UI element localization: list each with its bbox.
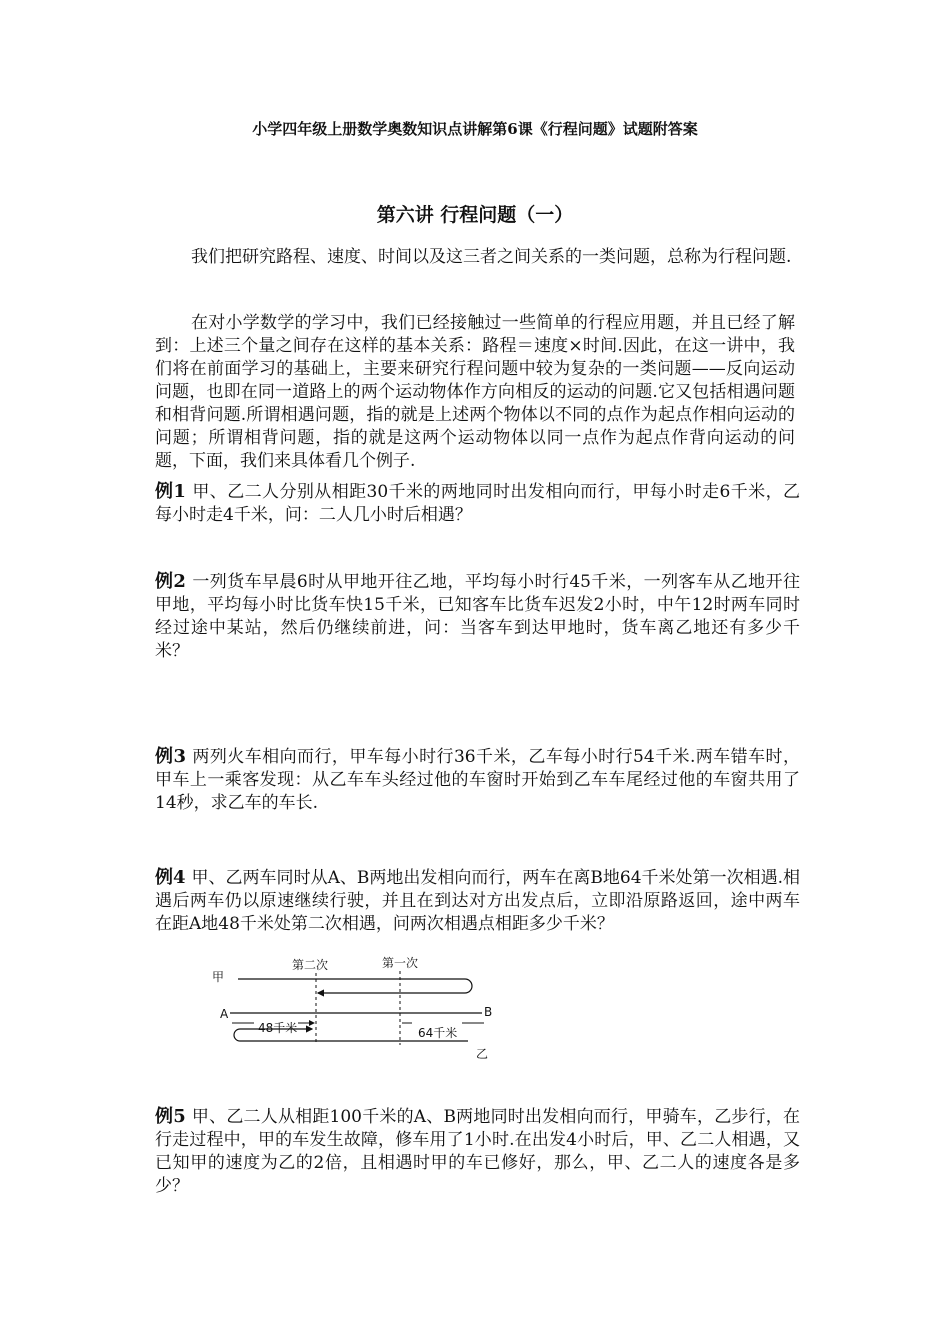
example-text: 两列火车相向而行，甲车每小时行36千米，乙车每小时行54千米.两车错车时，甲车上一乘客发现：从乙车车头经过他的车窗时开始到乙车车尾经过他的车窗共用了14秒，求乙车的车长. xyxy=(155,747,800,813)
example-5 xyxy=(155,1105,800,1198)
label-64km: 64千米 xyxy=(418,1026,458,1040)
example-label: 例3 xyxy=(155,746,186,767)
example-label: 例1 xyxy=(155,481,186,502)
lecture-title: 第六讲 行程问题（一） xyxy=(376,204,574,226)
example-label: 例2 xyxy=(155,571,186,592)
label-second-meeting: 第二次 xyxy=(292,958,329,972)
example-2 xyxy=(155,570,800,663)
label-jia: 甲 xyxy=(212,970,225,984)
intro-paragraph-2: 在对小学数学的学习中，我们已经接触过一些简单的行程应用题，并且已经了解到：上述三个量之间存在这样的基本关系：路程＝速度×时间.因此，在这一讲中，我们将在前面学习的基础上，主要来研究行程问题中较为复杂的一类问题——反向运动问题，也即在同一道路上的两个运动物体作方向相反的运动的问题.它又包括相遇问题和相背问题.所谓相遇问题，指的就是上述两个物体以不同的点作为起点作相向运动的问题；所谓相背问题，指的就是这两个运动物体以同一点作为起点作背向运动的问题，下面，我们来具体看几个例子. xyxy=(155,313,795,471)
example-label: 例5 xyxy=(155,1106,186,1127)
label-48km: 48千米 xyxy=(258,1021,298,1035)
example-label: 例4 xyxy=(155,867,186,888)
intro-paragraph-1: 我们把研究路程、速度、时间以及这三者之间关系的一类问题，总称为行程问题. xyxy=(191,247,792,267)
example-text: 一列货车早晨6时从甲地开往乙地，平均每小时行45千米，一列客车从乙地开往甲地，平均每小时比货车快15千米，已知客车比货车迟发2小时，中午12时两车同时经过途中某站，然后仍继续前进，问：当客车到达甲地时，货车离乙地还有多少千米？ xyxy=(155,572,800,661)
example-text: 甲、乙二人分别从相距30千米的两地同时出发相向而行，甲每小时走6千米，乙每小时走4千米，问：二人几小时后相遇？ xyxy=(155,482,800,525)
label-a: A xyxy=(220,1007,229,1021)
example-text: 甲、乙两车同时从A、B两地出发相向而行，两车在离B地64千米处第一次相遇.相遇后两车仍以原速继续行驶，并且在到达对方出发点后，立即沿原路返回，途中两车在距A地48千米处第二次相遇，问两次相遇点相距多少千米？ xyxy=(155,868,800,934)
meeting-diagram xyxy=(200,945,510,1070)
example-4 xyxy=(155,866,800,936)
label-first-meeting: 第一次 xyxy=(382,956,419,970)
document-title: 小学四年级上册数学奥数知识点讲解第6课《行程问题》试题附答案 xyxy=(252,120,698,138)
example-text: 甲、乙二人从相距100千米的A、B两地同时出发相向而行，甲骑车，乙步行，在行走过程中，甲的车发生故障，修车用了1小时.在出发4小时后，甲、乙二人相遇，又已知甲的速度为乙的2倍，且相遇时甲的车已修好，那么，甲、乙二人的速度各是多少？ xyxy=(155,1107,800,1196)
example-3 xyxy=(155,745,800,815)
jia-route-line xyxy=(238,979,472,993)
label-b: B xyxy=(484,1005,493,1019)
label-yi: 乙 xyxy=(476,1047,489,1061)
example-1 xyxy=(155,480,800,527)
